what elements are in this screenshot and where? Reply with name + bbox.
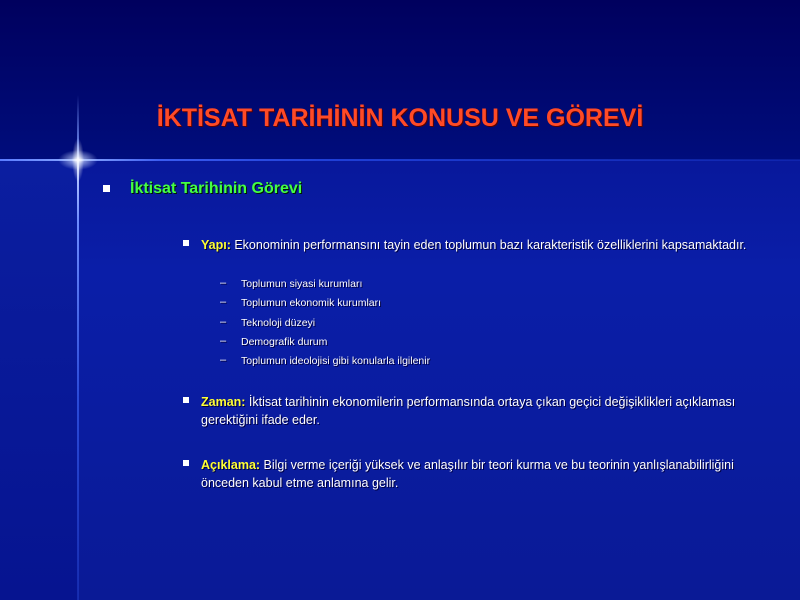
item-text: Bilgi verme içeriği yüksek ve anlaşılır bir teori kurma ve bu teorinin yanlışlanabilirliğini önceden kabul etme anlamına gelir. — [201, 458, 734, 490]
dash-bullet-icon: – — [220, 316, 227, 328]
sub-item: Toplumun siyasi kurumları — [241, 278, 363, 290]
dash-bullet-icon: – — [220, 335, 227, 347]
item-text: İktisat tarihinin ekonomilerin performansında ortaya çıkan geçici değişiklikleri açıklaması gerektiğini ifade eder. — [201, 395, 736, 427]
sub-item: Toplumun ekonomik kurumları — [241, 297, 382, 309]
dash-bullet-icon: – — [220, 354, 227, 366]
dash-bullet-icon: – — [220, 277, 227, 289]
square-bullet-icon — [183, 460, 189, 466]
list-item-explanation — [201, 456, 771, 492]
list-item-time — [201, 393, 771, 429]
dash-bullet-icon: – — [220, 296, 227, 308]
section-heading: İktisat Tarihinin Görevi — [130, 180, 303, 197]
horizontal-divider — [0, 159, 800, 161]
left-band — [0, 160, 78, 600]
item-label: Açıklama: — [201, 458, 261, 472]
item-label: Yapı: — [201, 238, 231, 252]
square-bullet-icon — [183, 240, 189, 246]
slide-title: İKTİSAT TARİHİNİN KONUSU VE GÖREVİ — [156, 104, 644, 132]
light-flare-vertical-icon — [72, 138, 84, 182]
title-band — [0, 0, 800, 160]
item-label: Zaman: — [201, 395, 246, 409]
item-text: Ekonominin performansını tayin eden toplumun bazı karakteristik özelliklerini kapsamaktadır. — [230, 238, 747, 252]
square-bullet-icon — [183, 397, 189, 403]
sub-item: Teknoloji düzeyi — [241, 317, 316, 329]
sub-item: Toplumun ideolojisi gibi konularla ilgilenir — [241, 355, 431, 367]
sub-item: Demografik durum — [241, 336, 328, 348]
square-bullet-icon — [103, 185, 110, 192]
list-item-structure — [201, 236, 771, 254]
